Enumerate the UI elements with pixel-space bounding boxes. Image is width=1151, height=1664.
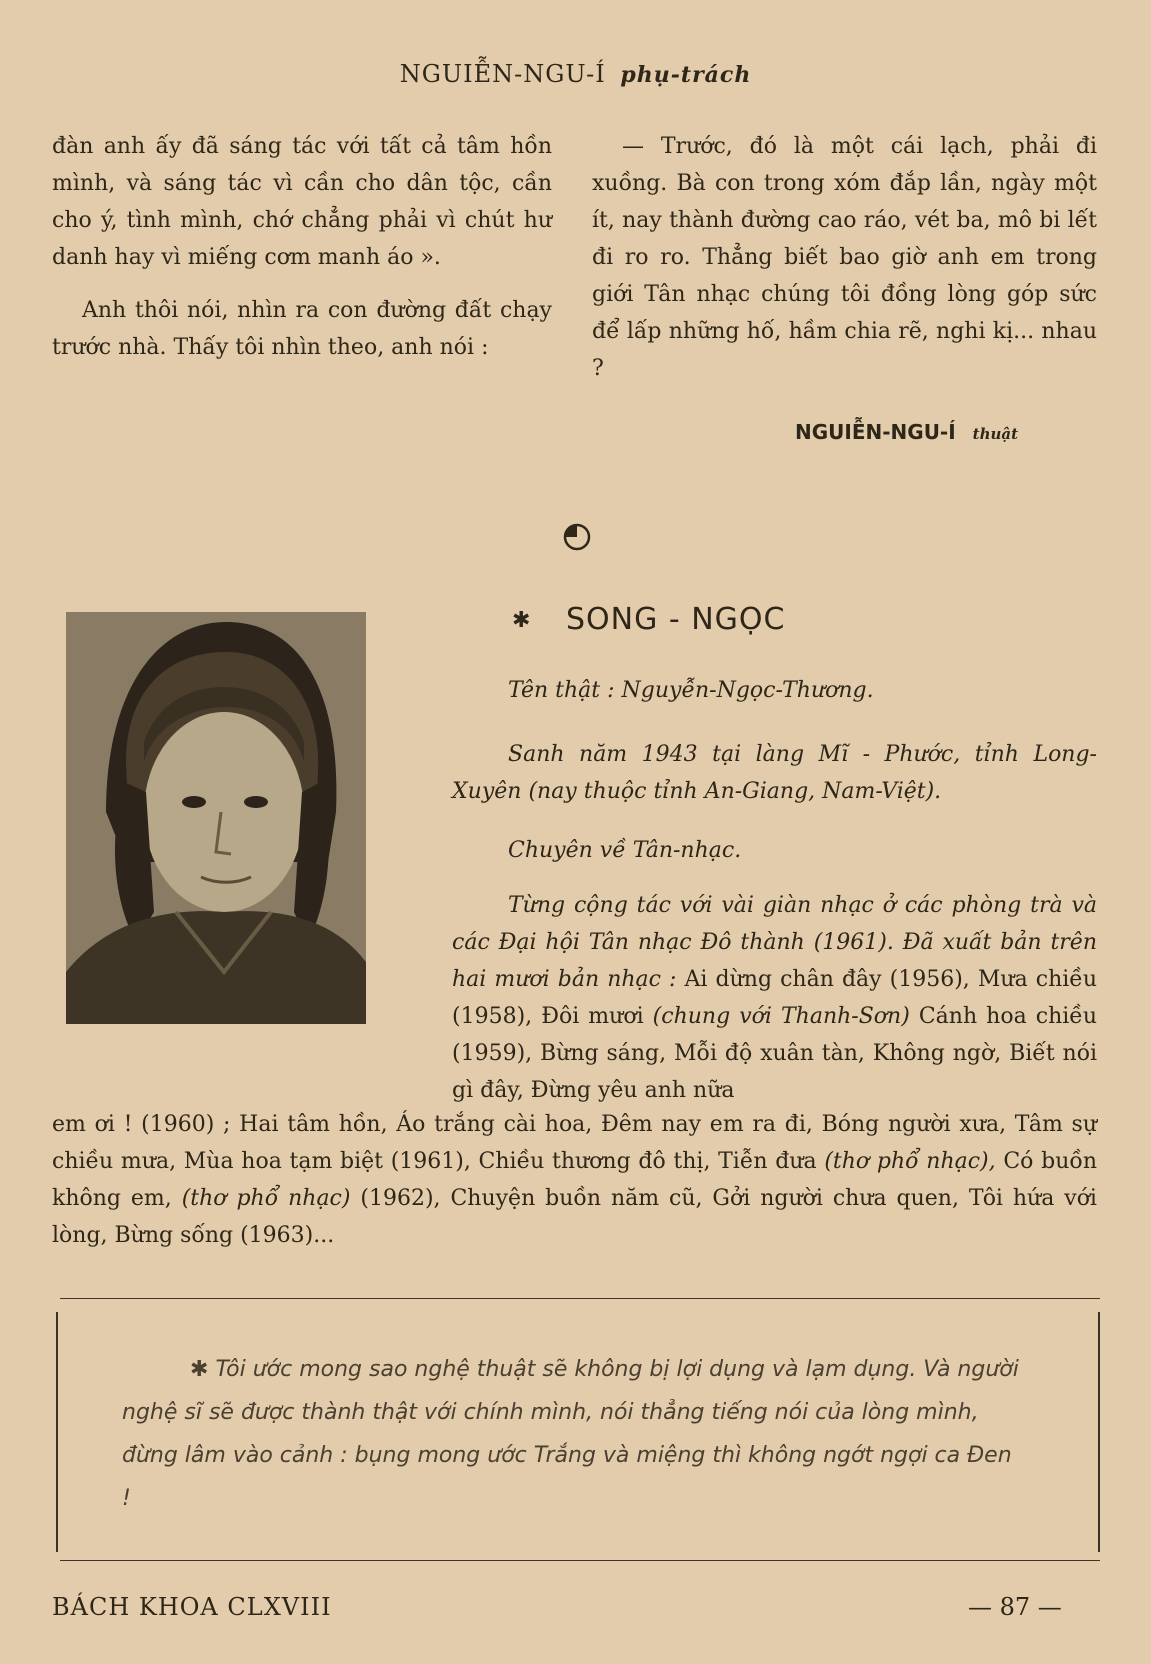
article-right-column <box>592 128 1097 403</box>
article-paragraph: đàn anh ấy đã sáng tác với tất cả tâm hồn mình, và sáng tác vì cần cho dân tộc, cần cho ý, tình mình, chớ chẳng phải vì chút hư danh hay vì miếng cơm manh áo ». <box>52 134 552 270</box>
portrait-photo <box>66 612 366 1024</box>
signature-name: NGUIỄN-NGU-Í <box>795 420 956 444</box>
profile-name: SONG - NGỌC <box>565 602 786 637</box>
article-paragraph: — Trước, đó là một cái lạch, phải đi xuồng. Bà con trong xóm đắp lần, ngày một ít, nay thành đường cao ráo, vét ba, mô bi lết đi ro ro. Thẳng biết bao giờ anh em trong giới Tân nhạc chúng tôi đồng lòng góp sức để lấp những hố, hầm chia rẽ, nghi kị... nhau ? <box>592 134 1097 381</box>
header-role: phụ-trách <box>620 62 752 88</box>
profile-specialty: Chuyên về Tân-nhạc. <box>508 838 742 863</box>
works-list: Có buồn không em, <box>52 1149 1098 1211</box>
quote-bottom-rule <box>60 1560 1100 1561</box>
signature-suffix: thuật <box>972 425 1019 443</box>
star-icon: ✱ <box>190 1357 209 1382</box>
profile-works <box>452 887 1097 1109</box>
works-note: (thơ phổ nhạc) <box>181 1186 351 1211</box>
article-signature <box>795 420 1018 444</box>
works-list: Cánh hoa chiều (1959), Bừng sáng, Mỗi độ xuân tàn, Không ngờ, Biết nói gì đây, Đừng yêu anh nữa <box>452 1004 1097 1103</box>
page-number: — 87 — <box>968 1593 1062 1621</box>
article-left-column <box>52 128 552 382</box>
works-intro: Từng cộng tác với vài giàn nhạc ở các phòng trà và các Đại hội Tân nhạc Đô thành (1961). Đã xuất bản trên hai mươi bản nhạc : <box>452 893 1097 992</box>
profile-birth: Sanh năm 1943 tại làng Mĩ - Phước, tỉnh Long-Xuyên (nay thuộc tỉnh An-Giang, Nam-Việt). <box>452 742 1097 804</box>
quote-top-rule <box>60 1298 1100 1299</box>
profile-works-continued <box>52 1106 1097 1254</box>
works-list: em ơi ! (1960) ; Hai tâm hồn, Áo trắng cài hoa, Đêm nay em ra đi, Bóng người xưa, Tâm sự chiều mưa, Mùa hoa tạm biệt (1961), Chiều thương đô thị, Tiễn đưa <box>52 1112 1097 1174</box>
section-ornament-icon <box>562 522 592 552</box>
profile-title <box>512 602 785 637</box>
star-icon: ✱ <box>512 608 532 633</box>
magazine-name: BÁCH KHOA CLXVIII <box>52 1593 332 1621</box>
works-note: (thơ phổ nhạc), <box>824 1149 996 1174</box>
header-name: NGUIỄN-NGU-Í <box>399 60 606 88</box>
artist-quote <box>122 1348 1022 1520</box>
quote-text: Tôi ước mong sao nghệ thuật sẽ không bị lợi dụng và lạm dụng. Và người nghệ sĩ sẽ được thành thật với chính mình, nói thẳng tiếng nói của lòng mình, đừng lâm vào cảnh : bụng mong ước Trắng và miệng thì không ngớt ngợi ca Đen ! <box>122 1357 1019 1511</box>
profile-real-name: Tên thật : Nguyễn-Ngọc-Thương. <box>508 678 874 703</box>
works-list: (1962), Chuyện buồn năm cũ, Gởi người chưa quen, Tôi hứa với lòng, Bừng sống (1963)... <box>52 1186 1097 1248</box>
page-header <box>0 60 1151 88</box>
article-paragraph: Anh thôi nói, nhìn ra con đường đất chạy trước nhà. Thấy tôi nhìn theo, anh nói : <box>52 298 552 360</box>
works-note: (chung với Thanh-Sơn) <box>652 1004 910 1029</box>
works-list: Ai dừng chân đây (1956), Mưa chiều (1958), Đôi mươi <box>452 967 1097 1029</box>
